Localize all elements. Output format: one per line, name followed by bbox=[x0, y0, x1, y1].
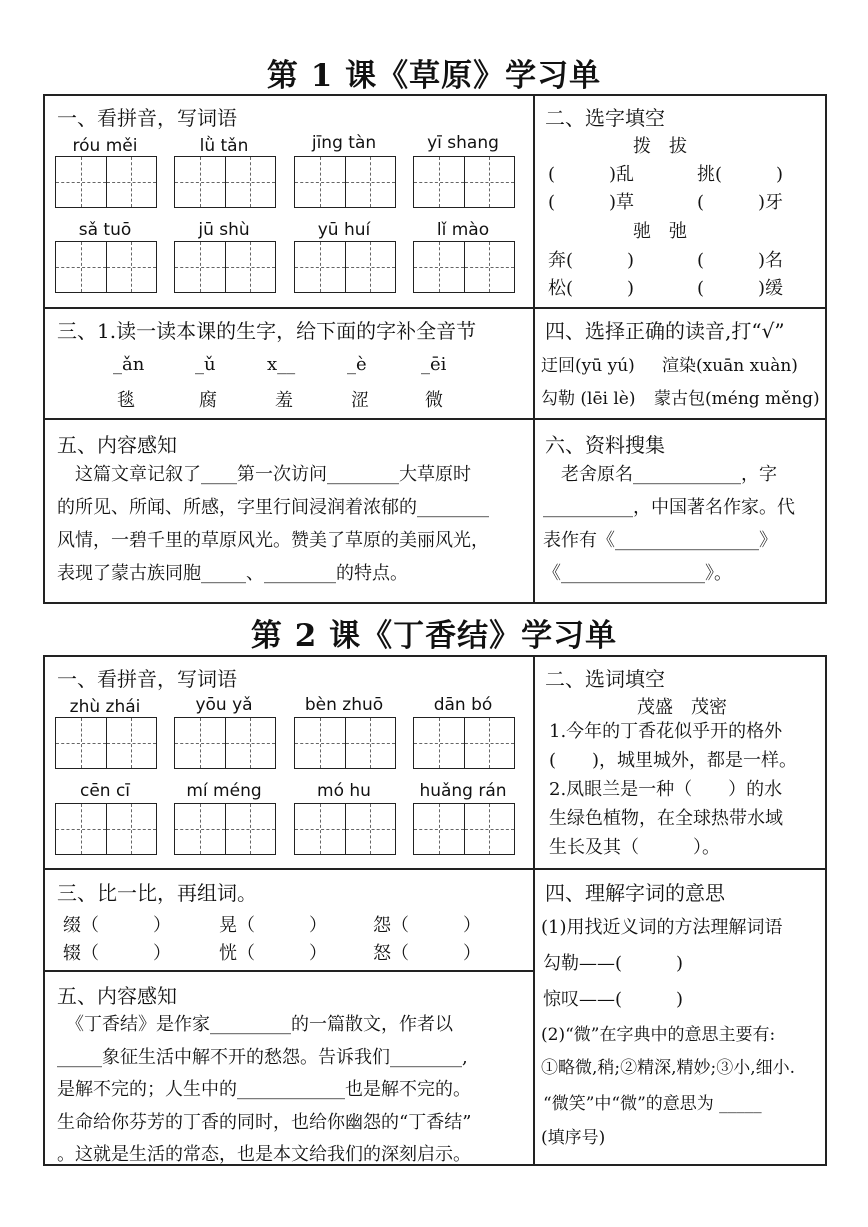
section-heading: 五、内容感知 bbox=[57, 433, 177, 457]
lesson1-sheet bbox=[43, 94, 827, 604]
meaning-options: ①略微,稍;②精深,精妙;③小,细小. bbox=[541, 1058, 796, 1078]
writing-grid[interactable] bbox=[413, 803, 515, 855]
row-divider bbox=[45, 868, 825, 870]
passage-line: 表现了蒙古族同胞_____、________的特点。 bbox=[57, 563, 408, 584]
section-heading: 一、看拼音，写词语 bbox=[57, 106, 237, 130]
fill-blank[interactable]: 松( ) bbox=[548, 278, 635, 299]
passage-line: 的所见、所闻、所感，字里行间浸润着浓郁的________ bbox=[57, 497, 489, 518]
pinyin-label: cēn cī bbox=[79, 781, 131, 801]
character: 羞 bbox=[275, 390, 293, 411]
writing-grid[interactable] bbox=[294, 156, 396, 208]
syllable-blank[interactable]: x__ bbox=[267, 354, 296, 375]
answer-blank[interactable]: “微笑”中“微”的意思为 _____ bbox=[543, 1094, 762, 1114]
writing-grid[interactable] bbox=[174, 241, 276, 293]
section-heading: 二、选字填空 bbox=[545, 106, 665, 130]
writing-grid[interactable] bbox=[294, 717, 396, 769]
reading-choice[interactable]: 勾勒 (lēi lè) bbox=[541, 389, 636, 409]
section-heading: 四、理解字词的意思 bbox=[545, 881, 725, 905]
reading-choice[interactable]: 蒙古包(méng měng) bbox=[654, 389, 820, 409]
character: 涩 bbox=[351, 390, 369, 411]
passage-line: ( )，城里城外，都是一样。 bbox=[549, 750, 798, 771]
content-passage[interactable] bbox=[57, 1009, 529, 1172]
writing-grid[interactable] bbox=[413, 717, 515, 769]
character: 毯 bbox=[117, 390, 135, 411]
content-passage[interactable] bbox=[57, 458, 529, 590]
section-heading: 三、1.读一读本课的生字，给下面的字补全音节 bbox=[57, 319, 477, 343]
section-heading: 一、看拼音，写词语 bbox=[57, 667, 237, 691]
writing-grid[interactable] bbox=[294, 241, 396, 293]
writing-grid[interactable] bbox=[174, 717, 276, 769]
section-heading: 五、内容感知 bbox=[57, 984, 177, 1008]
pinyin-label: yū huí bbox=[317, 220, 371, 240]
word-choices: 茂盛 茂密 bbox=[637, 697, 727, 718]
pinyin-label: bèn zhuō bbox=[304, 695, 384, 715]
row-divider bbox=[45, 307, 825, 309]
fill-blank[interactable]: ( )牙 bbox=[697, 192, 784, 213]
char-pair: 驰 弛 bbox=[633, 221, 687, 242]
writing-grid[interactable] bbox=[294, 803, 396, 855]
writing-grid[interactable] bbox=[55, 241, 157, 293]
answer-note: (填序号) bbox=[541, 1128, 606, 1148]
fill-blank[interactable]: ( )草 bbox=[548, 192, 635, 213]
passage-line: 表作有《________________》 bbox=[543, 530, 777, 551]
pinyin-label: lǜ tǎn bbox=[199, 136, 249, 156]
passage-line: 生命给你芬芳的丁香的同时，也给你幽怨的“丁香结” bbox=[57, 1111, 472, 1133]
passage-line: 。这就是生活的常态，也是本文给我们的深刻启示。 bbox=[57, 1144, 471, 1165]
character: 微 bbox=[425, 390, 443, 411]
lesson2-title: 第 2 课《丁香结》学习单 bbox=[250, 618, 618, 654]
word-blank[interactable]: 晃（ ） bbox=[219, 915, 327, 936]
info-passage[interactable] bbox=[543, 458, 825, 590]
passage-line: 1.今年的丁香花似乎开的格外 bbox=[549, 721, 783, 742]
passage-line: 生长及其（ ）。 bbox=[549, 837, 720, 858]
passage-line: 老舍原名____________，字 bbox=[543, 464, 777, 485]
pinyin-label: sǎ tuō bbox=[78, 220, 132, 240]
fill-blank[interactable]: 挑( ) bbox=[697, 164, 784, 185]
syllable-blank[interactable]: _ǔ bbox=[195, 354, 216, 375]
row-divider bbox=[45, 970, 533, 972]
passage-line: 风情，一碧千里的草原风光。赞美了草原的美丽风光， bbox=[57, 530, 489, 551]
pinyin-label: huǎng rán bbox=[419, 781, 507, 801]
passage-line: 是解不完的；人生中的____________也是解不完的。 bbox=[57, 1079, 471, 1100]
word-blank[interactable]: 缀（ ） bbox=[63, 915, 171, 936]
subquestion: (1)用找近义词的方法理解词语 bbox=[541, 917, 783, 938]
pinyin-label: dān bó bbox=[433, 695, 493, 715]
reading-choice[interactable]: 迂回(yū yú) bbox=[541, 356, 635, 376]
word-blank[interactable]: 怨（ ） bbox=[373, 915, 481, 936]
pinyin-label: lǐ mào bbox=[436, 220, 490, 240]
word-blank[interactable]: 惊叹——( ) bbox=[543, 989, 684, 1010]
subquestion: (2)“微”在字典中的意思主要有: bbox=[541, 1025, 776, 1045]
pinyin-label: yōu yǎ bbox=[195, 695, 253, 715]
writing-grid[interactable] bbox=[55, 717, 157, 769]
fill-blank[interactable]: ( )名 bbox=[697, 250, 784, 271]
fill-blank[interactable]: ( )乱 bbox=[548, 164, 635, 185]
character: 腐 bbox=[199, 390, 217, 411]
syllable-blank[interactable]: _ǎn bbox=[113, 354, 145, 375]
passage-line: 生绿色植物，在全球热带水域 bbox=[549, 808, 783, 829]
passage-line: _____象征生活中解不开的愁怨。告诉我们________, bbox=[57, 1046, 468, 1068]
reading-choice[interactable]: 渲染(xuān xuàn) bbox=[662, 356, 798, 376]
passage-line: 这篇文章记叙了____第一次访问________大草原时 bbox=[57, 464, 471, 485]
lesson1-title: 第 1 课《草原》学习单 bbox=[266, 58, 602, 94]
word-blank[interactable]: 勾勒——( ) bbox=[543, 953, 684, 974]
column-divider bbox=[533, 96, 535, 602]
passage-line: 《________________》。 bbox=[543, 563, 732, 584]
word-blank[interactable]: 辍（ ） bbox=[63, 943, 171, 964]
section-heading: 三、比一比，再组词。 bbox=[57, 881, 257, 905]
pinyin-label: jū shù bbox=[198, 220, 250, 240]
writing-grid[interactable] bbox=[174, 803, 276, 855]
fill-blank[interactable]: ( )缓 bbox=[697, 278, 784, 299]
writing-grid[interactable] bbox=[413, 241, 515, 293]
fill-blank[interactable]: 奔( ) bbox=[548, 250, 635, 271]
writing-grid[interactable] bbox=[174, 156, 276, 208]
writing-grid[interactable] bbox=[413, 156, 515, 208]
writing-grid[interactable] bbox=[55, 803, 157, 855]
pinyin-label: yī shang bbox=[427, 133, 499, 153]
syllable-blank[interactable]: _ēi bbox=[421, 354, 447, 375]
pinyin-label: róu měi bbox=[72, 136, 138, 156]
writing-grid[interactable] bbox=[55, 156, 157, 208]
pinyin-label: mó hu bbox=[317, 781, 371, 801]
pinyin-label: jīng tàn bbox=[311, 133, 377, 153]
char-pair: 拨 拔 bbox=[633, 136, 687, 157]
word-blank[interactable]: 怒（ ） bbox=[373, 943, 481, 964]
section-heading: 六、资料搜集 bbox=[545, 433, 665, 457]
lesson2-sheet bbox=[43, 655, 827, 1166]
passage-line: 2.凤眼兰是一种（ ）的水 bbox=[549, 779, 783, 800]
pinyin-label: mí méng bbox=[186, 781, 262, 801]
fill-in-passage[interactable] bbox=[549, 717, 825, 862]
passage-line: 《丁香结》是作家_________的一篇散文，作者以 bbox=[57, 1014, 453, 1035]
pinyin-label: zhù zhái bbox=[69, 697, 141, 717]
syllable-blank[interactable]: _è bbox=[347, 354, 367, 375]
row-divider bbox=[45, 418, 825, 420]
section-heading: 二、选词填空 bbox=[545, 667, 665, 691]
section-heading: 四、选择正确的读音,打“√” bbox=[545, 319, 785, 343]
word-blank[interactable]: 恍（ ） bbox=[219, 943, 327, 964]
passage-line: __________，中国著名作家。代 bbox=[543, 497, 795, 518]
column-divider bbox=[533, 657, 535, 1164]
